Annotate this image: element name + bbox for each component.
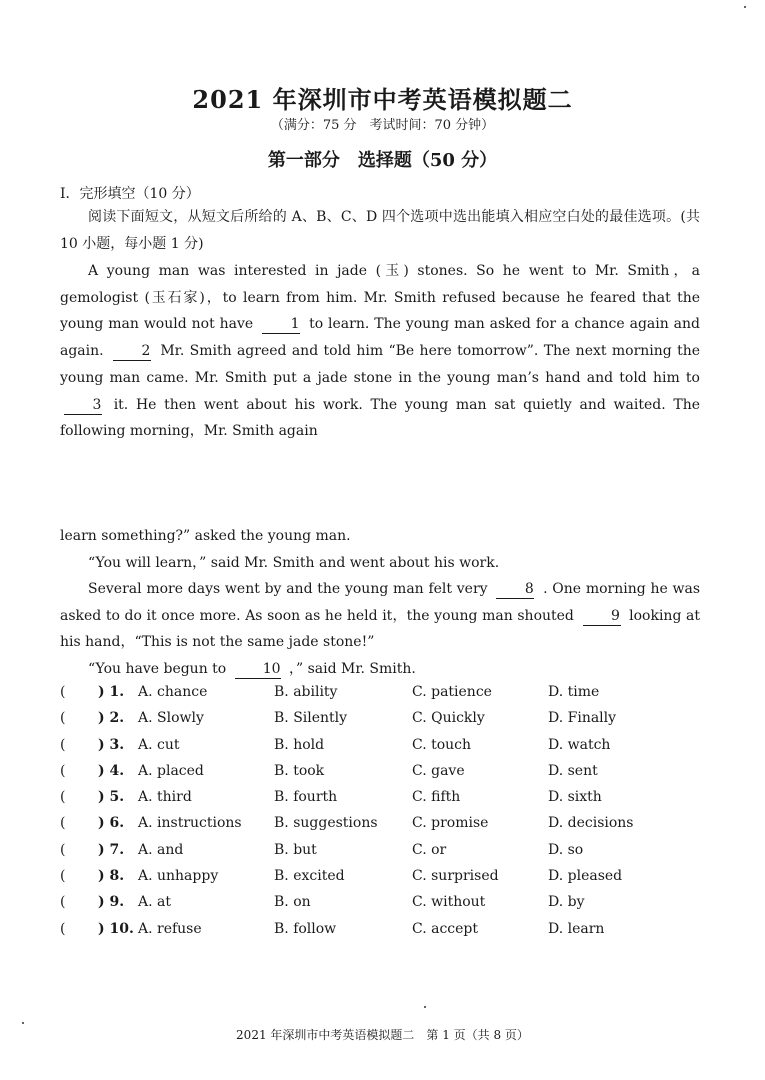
option-d: D. by	[548, 894, 585, 911]
answer-paren: (	[60, 736, 66, 753]
page-title: 2021 年深圳市中考英语模拟题二	[192, 85, 573, 114]
question-number: ) 6.	[98, 815, 125, 832]
question-number: ) 8.	[98, 868, 125, 885]
passage-text: looking at his hand，“This is not the same jade stone!”	[60, 607, 701, 651]
answer-paren: (	[60, 710, 66, 727]
question-number: ) 7.	[98, 841, 125, 858]
option-c: C. touch	[412, 736, 472, 753]
question-row	[60, 921, 700, 947]
question-number: ) 2.	[98, 710, 125, 727]
answer-paren: (	[60, 841, 66, 858]
option-c: C. accept	[412, 920, 479, 937]
blank-8: 8	[496, 580, 534, 599]
option-d: D. decisions	[548, 815, 634, 832]
passage-text: it. He then went about his work. The young man sat quietly and waited. The following morning，Mr. Smith again	[60, 396, 701, 440]
question-number: ) 1.	[98, 684, 125, 700]
passage-paragraph-5	[60, 656, 700, 683]
question-row	[60, 842, 700, 868]
question-options	[60, 684, 700, 947]
option-c: C. Quickly	[412, 710, 485, 727]
option-a: A. cut	[138, 736, 180, 753]
exam-info: （满分：75 分 考试时间：70 分钟）	[270, 118, 495, 133]
page-footer: 2021 年深圳市中考英语模拟题二 第 1 页（共 8 页）	[236, 1028, 529, 1042]
question-number: ) 5.	[98, 789, 125, 806]
option-d: D. sixth	[548, 789, 602, 806]
passage-text: Several more days went by and the young man felt very	[88, 581, 488, 597]
answer-paren: (	[60, 789, 66, 806]
question-row	[60, 815, 700, 841]
option-c: C. fifth	[412, 789, 461, 806]
option-a: A. at	[138, 894, 171, 911]
option-c: C. gave	[412, 762, 465, 779]
section-heading: Ⅰ．完形填空（10 分）	[60, 186, 200, 202]
option-d: D. learn	[548, 920, 605, 937]
option-b: B. on	[274, 894, 311, 911]
part-title: 第一部分 选择题（50 分）	[267, 150, 498, 171]
passage-paragraph-1	[60, 258, 700, 445]
option-a: A. unhappy	[138, 868, 219, 885]
blank-9: 9	[583, 607, 621, 626]
question-row	[60, 789, 700, 815]
answer-paren: (	[60, 684, 66, 700]
option-d: D. time	[548, 684, 600, 700]
option-c: C. surprised	[412, 868, 499, 885]
question-row	[60, 684, 700, 710]
option-b: B. follow	[274, 920, 337, 937]
option-c: C. promise	[412, 815, 489, 832]
passage-paragraph-2: learn something?” asked the young man.	[60, 528, 351, 544]
question-row	[60, 710, 700, 736]
passage-text: ，” said Mr. Smith.	[288, 661, 416, 677]
passage-text: “You have begun to	[88, 661, 227, 677]
question-number: ) 10.	[98, 920, 134, 937]
option-a: A. third	[138, 789, 192, 806]
passage-text: to learn. The young man asked for a chance again and again.	[60, 316, 701, 360]
scan-speck	[22, 1022, 24, 1024]
option-b: B. Silently	[274, 710, 348, 727]
section-instruction: 阅读下面短文，从短文后所给的 A、B、C、D 四个选项中选出能填入相应空白处的最佳选项。(共 10 小题，每小题 1 分)	[60, 209, 700, 252]
passage-text: . One morning he was asked to do it once more. As soon as he held it，the young man shouted	[60, 581, 701, 624]
question-row	[60, 894, 700, 920]
question-row	[60, 737, 700, 763]
blank-10: 10	[235, 660, 281, 679]
option-c: C. without	[412, 894, 486, 911]
option-d: D. watch	[548, 736, 611, 753]
option-a: A. instructions	[138, 815, 242, 832]
question-number: ) 3.	[98, 736, 125, 753]
option-d: D. Finally	[548, 710, 617, 727]
passage-paragraph-4	[60, 576, 700, 656]
answer-paren: (	[60, 815, 66, 832]
option-b: B. fourth	[274, 789, 338, 806]
passage-text: A young man was interested in jade (玉) stones. So he went to Mr. Smith，a gemologist (玉石家)，to learn from him. Mr. Smith refused because he feared that the young man would not have	[60, 263, 700, 333]
passage-text: Mr. Smith agreed and told him “Be here tomorrow”. The next morning the young man came. Mr. Smith put a jade stone in the young man’s hand and told him to	[60, 343, 701, 386]
option-c: C. patience	[412, 684, 492, 700]
option-a: A. refuse	[138, 920, 202, 937]
option-b: B. excited	[274, 868, 345, 885]
option-d: D. sent	[548, 762, 598, 779]
option-d: D. so	[548, 841, 584, 858]
option-d: D. pleased	[548, 868, 623, 885]
option-b: B. but	[274, 841, 317, 858]
answer-paren: (	[60, 868, 66, 885]
answer-paren: (	[60, 894, 66, 911]
question-number: ) 9.	[98, 894, 125, 911]
scan-speck	[744, 6, 746, 8]
scan-speck	[424, 1006, 426, 1008]
answer-paren: (	[60, 920, 66, 937]
option-b: B. took	[274, 762, 325, 779]
option-b: B. suggestions	[274, 815, 378, 832]
question-row	[60, 868, 700, 894]
blank-2: 2	[113, 342, 151, 361]
passage-paragraph-3: “You will learn，” said Mr. Smith and went about his work.	[88, 555, 500, 571]
option-c: C. or	[412, 841, 447, 858]
option-a: A. chance	[138, 684, 208, 700]
option-b: B. ability	[274, 684, 338, 700]
blank-3: 3	[64, 396, 102, 415]
answer-paren: (	[60, 762, 66, 779]
option-b: B. hold	[274, 736, 325, 753]
option-a: A. and	[138, 841, 184, 858]
option-a: A. Slowly	[138, 710, 204, 727]
option-a: A. placed	[138, 762, 204, 779]
blank-1: 1	[262, 315, 300, 334]
question-row	[60, 763, 700, 789]
question-number: ) 4.	[98, 762, 125, 779]
